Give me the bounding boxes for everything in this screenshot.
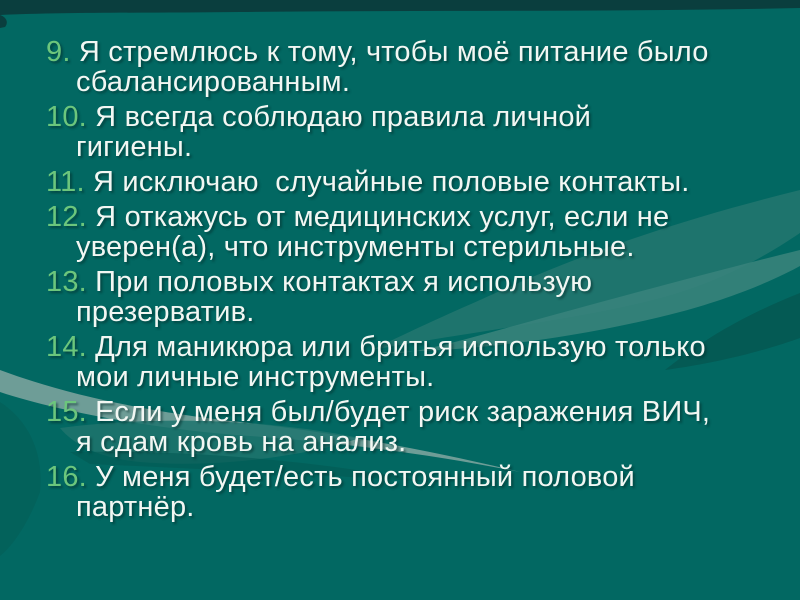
item-text-line: сбалансированным. <box>76 66 351 98</box>
item-text-line: Я стремлюсь к тому, чтобы моё питание было <box>70 36 709 68</box>
list-item-9 <box>46 36 788 98</box>
item-number: 14. <box>46 331 87 363</box>
item-text-line: уверен(а), что инструменты стерильные. <box>76 231 635 263</box>
item-text-line: мои личные инструменты. <box>76 361 435 393</box>
list-item-11 <box>46 166 788 198</box>
item-number: 13. <box>46 266 87 298</box>
list-item-12 <box>46 201 788 263</box>
item-text-line: У меня будет/есть постоянный половой <box>86 461 635 493</box>
item-text-line: презерватив. <box>76 296 255 328</box>
list-item-13 <box>46 266 788 328</box>
item-number: 12. <box>46 201 87 233</box>
item-number: 11. <box>46 166 85 198</box>
item-text-line: При половых контактах я использую <box>86 266 593 298</box>
list-item-15 <box>46 396 788 458</box>
item-number: 15. <box>46 396 87 428</box>
item-text-line: Если у меня был/будет риск заражения ВИЧ, <box>86 396 711 428</box>
list-item-10 <box>46 101 788 163</box>
item-text-line: Я всегда соблюдаю правила личной <box>86 101 592 133</box>
list-item-16 <box>46 461 788 523</box>
item-text-line: Я откажусь от медицинских услуг, если не <box>86 201 670 233</box>
item-text-line: партнёр. <box>76 491 195 523</box>
item-text-line: я сдам кровь на анализ. <box>76 426 407 458</box>
list-item-14 <box>46 331 788 393</box>
item-text-line: Для маникюра или бритья использую только <box>86 331 706 363</box>
item-number: 16. <box>46 461 87 493</box>
item-number: 9. <box>46 36 71 68</box>
item-number: 10. <box>46 101 87 133</box>
item-text-line: гигиены. <box>76 131 193 163</box>
item-text-line: Я исключаю случайные половые контакты. <box>84 166 690 198</box>
